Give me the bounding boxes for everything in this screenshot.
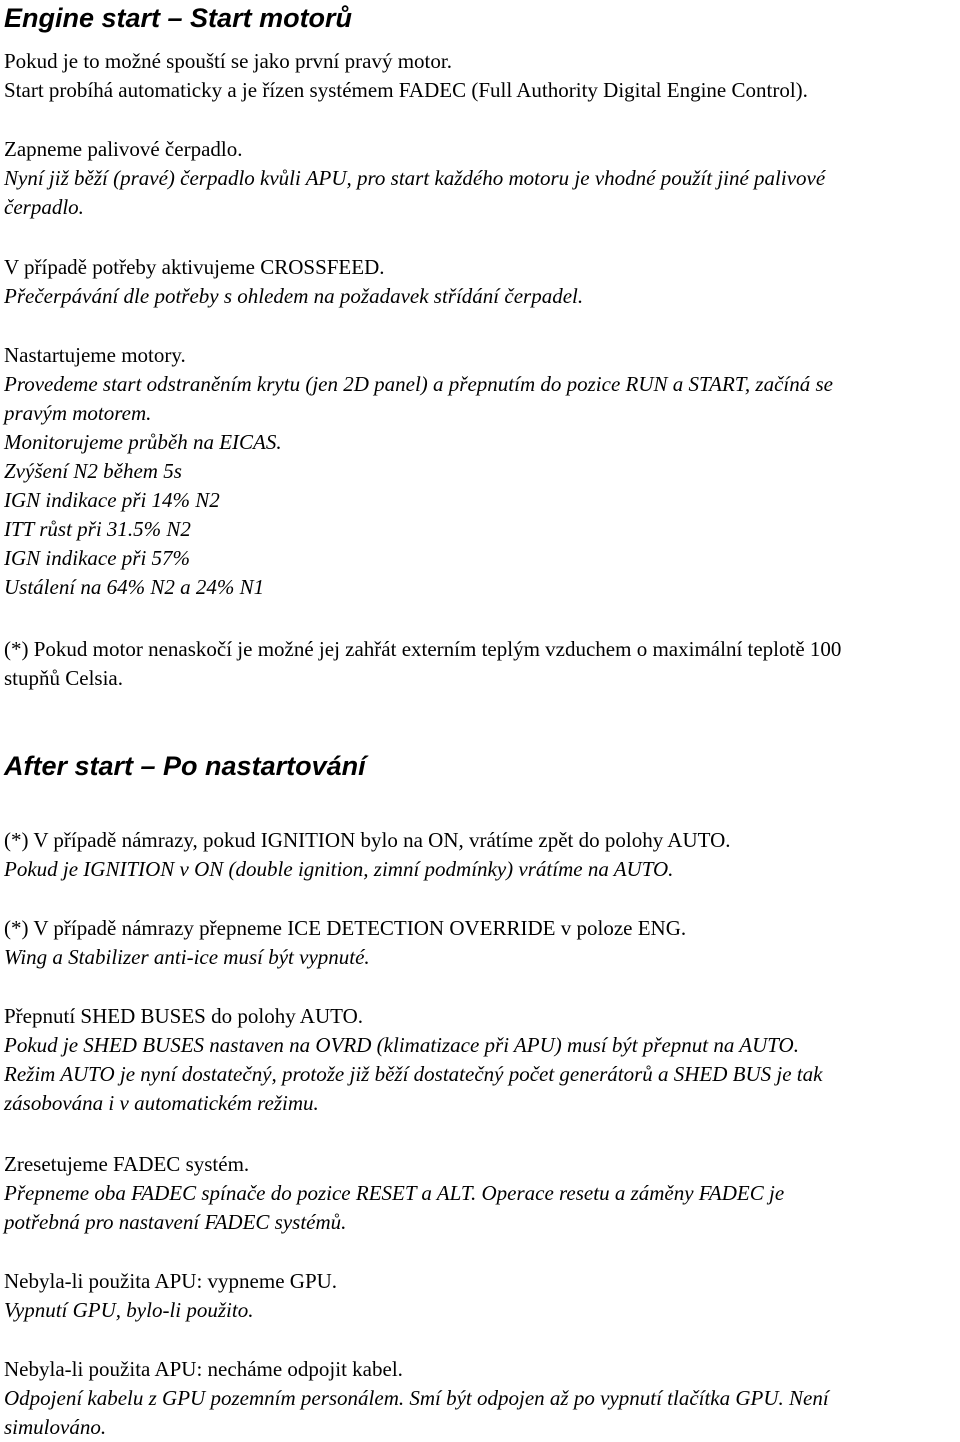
start-engines-note: Provedeme start odstraněním krytu (jen 2D panel) a přepnutím do pozice RUN a START, začíná se xyxy=(4,372,833,396)
start-engines-note: ITT růst při 31.5% N2 xyxy=(4,517,191,541)
item-note: zásobována i v automatickém režimu. xyxy=(4,1091,319,1115)
item-action: (*) V případě námrazy přepneme ICE DETECTION OVERRIDE v poloze ENG. xyxy=(4,916,687,940)
item-note: potřebná pro nastavení FADEC systémů. xyxy=(4,1210,347,1234)
item-note: Vypnutí GPU, bylo-li použito. xyxy=(4,1298,254,1322)
footnote-paragraph xyxy=(4,635,956,693)
crossfeed-action: V případě potřeby aktivujeme CROSSFEED. xyxy=(4,255,385,279)
crossfeed-note: Přečerpávání dle potřeby s ohledem na požadavek střídání čerpadel. xyxy=(4,284,584,308)
fuel-pump-paragraph xyxy=(4,135,956,222)
start-engines-note: IGN indikace při 14% N2 xyxy=(4,488,220,512)
footnote-line: stupňů Celsia. xyxy=(4,666,123,690)
intro-line: Start probíhá automaticky a je řízen systémem FADEC (Full Authority Digital Engine Control). xyxy=(4,78,808,102)
section-heading-after-start: After start – Po nastartování xyxy=(4,751,366,781)
fadec-reset-paragraph xyxy=(4,1150,956,1237)
shed-buses-paragraph xyxy=(4,1002,956,1118)
start-engines-note: Zvýšení N2 během 5s xyxy=(4,459,182,483)
icing-ignition-paragraph xyxy=(4,826,956,884)
start-engines-note: Monitorujeme průběh na EICAS. xyxy=(4,430,282,454)
item-action: Nebyla-li použita APU: vypneme GPU. xyxy=(4,1269,338,1293)
footnote-line: (*) Pokud motor nenaskočí je možné jej zahřát externím teplým vzduchem o maximální teplotě 100 xyxy=(4,637,842,661)
item-note: Režim AUTO je nyní dostatečný, protože již běží dostatečný počet generátorů a SHED BUS je tak xyxy=(4,1062,823,1086)
item-action: Zresetujeme FADEC systém. xyxy=(4,1152,250,1176)
start-engines-note: IGN indikace při 57% xyxy=(4,546,191,570)
item-note: Wing a Stabilizer anti-ice musí být vypnuté. xyxy=(4,945,370,969)
item-action: Nebyla-li použita APU: necháme odpojit kabel. xyxy=(4,1357,403,1381)
start-engines-paragraph xyxy=(4,341,956,602)
start-engines-action: Nastartujeme motory. xyxy=(4,343,186,367)
gpu-off-paragraph xyxy=(4,1267,956,1325)
section-heading-engine-start: Engine start – Start motorů xyxy=(4,3,353,33)
item-note: Pokud je SHED BUSES nastaven na OVRD (klimatizace při APU) musí být přepnut na AUTO. xyxy=(4,1033,799,1057)
item-note: Přepneme oba FADEC spínače do pozice RESET a ALT. Operace resetu a záměny FADEC je xyxy=(4,1181,785,1205)
fuel-pump-note: čerpadlo. xyxy=(4,195,84,219)
item-action: Přepnutí SHED BUSES do polohy AUTO. xyxy=(4,1004,363,1028)
intro-paragraph xyxy=(4,47,956,105)
item-note: Odpojení kabelu z GPU pozemním personálem. Smí být odpojen až po vypnutí tlačítka GPU. Není xyxy=(4,1386,829,1410)
fuel-pump-action: Zapneme palivové čerpadlo. xyxy=(4,137,243,161)
item-action: (*) V případě námrazy, pokud IGNITION bylo na ON, vrátíme zpět do polohy AUTO. xyxy=(4,828,731,852)
ice-detection-paragraph xyxy=(4,914,956,972)
start-engines-note: pravým motorem. xyxy=(4,401,152,425)
gpu-cable-paragraph xyxy=(4,1355,956,1442)
item-note: Pokud je IGNITION v ON (double ignition, zimní podmínky) vrátíme na AUTO. xyxy=(4,857,674,881)
start-engines-note: Ustálení na 64% N2 a 24% N1 xyxy=(4,575,265,599)
intro-line: Pokud je to možné spouští se jako první pravý motor. xyxy=(4,49,452,73)
fuel-pump-note: Nyní již běží (pravé) čerpadlo kvůli APU, pro start každého motoru je vhodné použít jiné palivové xyxy=(4,166,826,190)
item-note: simulováno. xyxy=(4,1415,107,1439)
crossfeed-paragraph xyxy=(4,253,956,311)
